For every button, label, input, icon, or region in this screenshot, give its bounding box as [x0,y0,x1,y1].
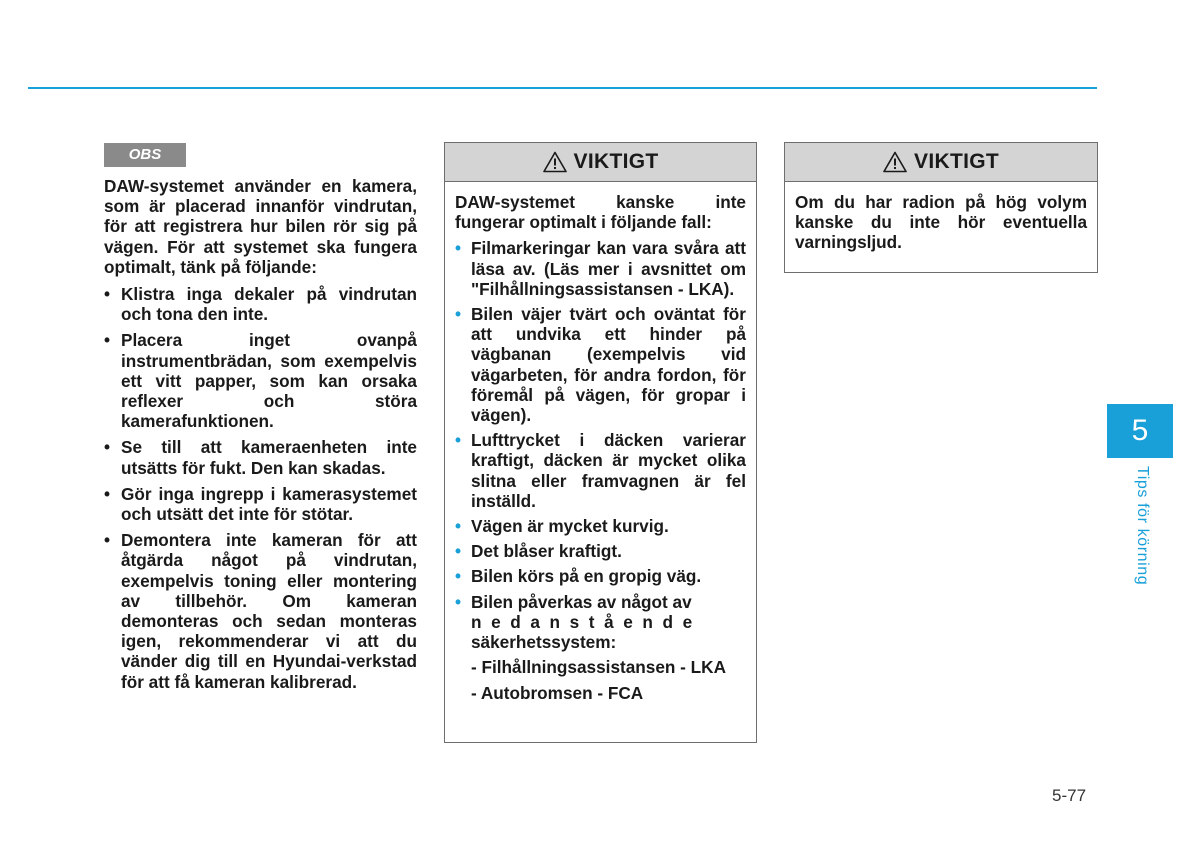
bullet-dot: • [455,541,462,562]
obs-note [104,143,417,698]
warning-title: VIKTIGT [914,150,999,173]
list-item: • Det blåser kraftigt. [455,541,622,562]
chapter-tab: 5 [1107,404,1173,458]
obs-badge: OBS [104,143,186,167]
list-item: • Placera inget ovanpå instrumentbrädan, som exempelvis ett vitt papper, som kan orsaka reflexer och störa kamerafunktionen. [104,330,417,432]
chapter-label: Tips för körning [1134,466,1151,586]
warning-body [445,182,756,720]
list-item: • Se till att kameraenheten inte utsätts för fukt. Den kan skadas. [104,437,417,478]
list-item: • Lufttrycket i däcken varierar kraftigt, däcken är mycket olika slitna eller framvagnen är fel inställd. [455,430,746,511]
bullet-dot: • [104,437,111,458]
list-item: • Demontera inte kameran för att åtgärda något på vindrutan, exempelvis toning eller montering av tillbehör. Om kameran demonteras och sedan monteras igen, rekommenderar vi att du vänder dig till en Hyundai-verkstad för att få kameran kalibrerad. [104,530,417,692]
page-number: 5-77 [1052,786,1087,805]
bullet-dot: • [104,483,111,504]
warning-triangle-icon [883,151,907,173]
list-item: • Filmarkeringar kan vara svåra att läsa av. (Läs mer i avsnittet om "Filhållningsassistansen - LKA). [455,238,746,299]
warning-title: VIKTIGT [573,150,659,173]
obs-list [104,284,417,692]
bullet-dot: • [104,284,111,305]
warning-box-radio [784,142,1098,273]
list-item: • Vägen är mycket kurvig. [455,516,669,537]
warning-intro: DAW-systemet kanske inte fungerar optimalt i följande fall: [455,192,746,233]
list-item: • Bilen väjer tvärt och oväntat för att undvika ett hinder på vägbanan (exempelvis vid vägarbeten, för andra fordon, för föremål på vägen, för gropar i vägen). [455,304,746,426]
warning-header [785,143,1097,182]
obs-intro: DAW-systemet använder en kamera, som är placerad innanför vindrutan, för att registrera hur bilen rör sig på vägen. För att systemet ska fungera optimalt, tänk på följande: [104,176,417,277]
warning-body [785,182,1097,263]
list-item: • Bilen körs på en gropig väg. [455,566,702,587]
warning-header [445,143,756,182]
sub-item-lka: - Filhållningsassistansen - LKA [471,657,726,678]
bullet-dot: • [455,591,462,612]
bullet-dot: • [455,430,462,451]
warning-box-daw [444,142,757,743]
warning-triangle-icon [543,151,567,173]
warning-text: Om du har radion på hög volym kanske du inte hör eventuella varningsljud. [795,192,1087,253]
bullet-dot: • [455,566,462,587]
warning-list [455,238,746,652]
bullet-dot: • [455,238,462,259]
bullet-dot: • [104,530,111,551]
list-item: • Bilen påverkas av något av nedanstående säkerhetssystem: [455,591,702,653]
list-item: • Klistra inga dekaler på vindrutan och tona den inte. [104,284,417,325]
bullet-dot: • [455,516,462,537]
header-rule [28,87,1097,89]
sub-item-fca: - Autobromsen - FCA [471,683,644,704]
bullet-dot: • [104,330,111,351]
bullet-dot: • [455,304,462,325]
list-item: • Gör inga ingrepp i kamerasystemet och utsätt det inte för stötar. [104,483,417,525]
